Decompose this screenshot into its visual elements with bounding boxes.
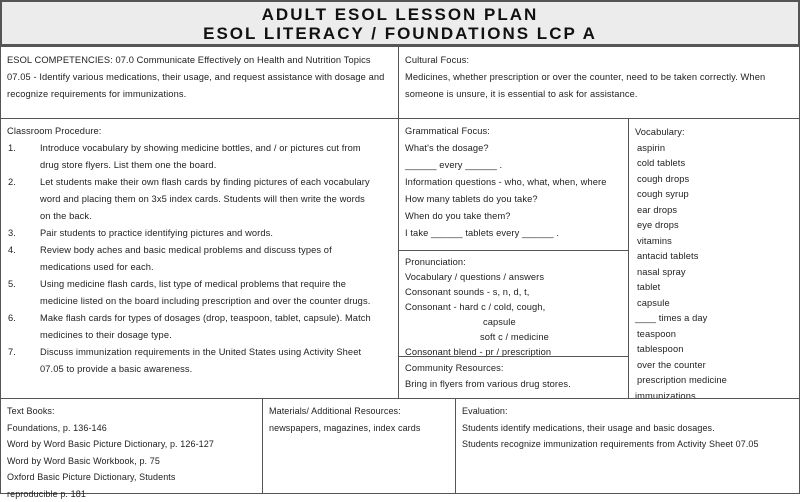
procedure-step: 3. Pair students to practice identifying pictures and words. [8, 228, 274, 238]
pronunciation-label: Pronunciation: [405, 257, 466, 267]
procedure-step: 5. Using medicine flash cards, list type of medical problems that require the medicine listed on the board including prescription and over the counter drugs. [8, 279, 371, 306]
vocabulary-item: vitamins [637, 235, 672, 246]
pronunciation-line: Vocabulary / questions / answers [405, 272, 545, 282]
community-label: Community Resources: [405, 363, 504, 373]
title-line-2: ESOL LITERACY / FOUNDATIONS LCP A [203, 24, 597, 43]
textbook-item: Word by Word Basic Workbook, p. 75 [7, 455, 160, 466]
procedure-steps [7, 140, 392, 378]
textbook-item: Foundations, p. 136-146 [7, 422, 107, 433]
competency-main: ESOL COMPETENCIES: 07.0 Communicate Effectively on Health and Nutrition Topics [7, 55, 371, 65]
cultural-focus-text: Medicines, whether prescription or over the counter, need to be taken correctly. When someone is unsure, it is essential to ask for assistance. [405, 72, 766, 99]
grammatical-focus-cell [398, 118, 629, 251]
vocabulary-item: prescription medicine [637, 375, 727, 385]
vocabulary-item: over the counter [637, 359, 706, 370]
document-header [0, 0, 800, 46]
pronunciation-cell [398, 250, 629, 357]
competencies-cell [0, 46, 399, 119]
grammar-line: How many tablets do you take? [405, 194, 538, 204]
vocabulary-item: ear drops [637, 204, 678, 215]
procedure-step: 4. Review body aches and basic medical problems and discuss types of medications used for each. [8, 245, 332, 272]
procedure-step: 2. Let students make their own flash cards by finding pictures of each vocabulary word and placing them on 3x5 index cards. Students will then write the words on the back. [8, 177, 370, 221]
cultural-focus-cell [398, 46, 800, 119]
grammar-label: Grammatical Focus: [405, 126, 490, 136]
title-line-1: ADULT ESOL LESSON PLAN [261, 5, 539, 24]
procedure-label: Classroom Procedure: [7, 126, 102, 136]
materials-cell [262, 398, 456, 494]
vocabulary-item: immunizations [635, 390, 696, 401]
vocabulary-item: eye drops [637, 220, 679, 230]
pronunciation-line: Consonant - hard c / cold, cough, [405, 302, 546, 312]
grammar-line: When do you take them? [405, 211, 511, 221]
vocabulary-label: Vocabulary: [635, 127, 685, 137]
grammar-line: Information questions - who, what, when, where [405, 177, 607, 187]
textbook-item: Word by Word Basic Picture Dictionary, p. 126-127 [7, 439, 214, 449]
materials-text: newspapers, magazines, index cards [269, 422, 421, 433]
vocabulary-item: tablespoon [637, 344, 684, 354]
pronunciation-line: Consonant sounds - s, n, d, t, [405, 287, 530, 297]
grammar-line: I take ______ tablets every ______ . [405, 228, 560, 238]
procedure-cell [0, 118, 399, 399]
vocabulary-item: ____ times a day [635, 313, 708, 323]
vocabulary-item: cough drops [637, 173, 690, 184]
vocabulary-item: nasal spray [637, 266, 686, 277]
vocabulary-item: teaspoon [637, 328, 677, 339]
materials-label: Materials/ Additional Resources: [269, 406, 401, 416]
community-text: Bring in flyers from various drug stores. [405, 379, 571, 389]
evaluation-label: Evaluation: [462, 406, 508, 416]
evaluation-line: Students recognize immunization requirements from Activity Sheet 07.05 [462, 439, 759, 449]
community-resources-cell [398, 356, 629, 399]
pronunciation-line: Consonant blend - pr / prescription [405, 347, 552, 357]
vocabulary-item: capsule [637, 297, 670, 308]
vocabulary-item: tablet [637, 282, 661, 292]
vocabulary-item: aspirin [637, 142, 666, 153]
procedure-step: 1. Introduce vocabulary by showing medicine bottles, and / or pictures cut from drug store flyers. List them one the board. [8, 143, 361, 170]
procedure-step: 7. Discuss immunization requirements in the United States using Activity Sheet 07.05 to provide a basic awareness. [8, 347, 362, 374]
cultural-focus-label: Cultural Focus: [405, 55, 470, 65]
textbooks-cell [0, 398, 263, 499]
pronunciation-line: capsule [483, 317, 516, 327]
grammar-line: What's the dosage? [405, 143, 489, 153]
grammar-line: ______ every ______ . [405, 160, 503, 170]
vocabulary-cell [628, 118, 800, 399]
procedure-step: 6. Make flash cards for types of dosages (drop, teaspoon, tablet, capsule). Match medicines to their dosage type. [8, 313, 371, 340]
vocabulary-item: cough syrup [637, 189, 689, 199]
textbook-item: Oxford Basic Picture Dictionary, Students reproducible p. 181 [7, 472, 176, 499]
pronunciation-line: soft c / medicine [480, 332, 549, 342]
vocabulary-item: cold tablets [637, 158, 686, 168]
vocabulary-item: antacid tablets [637, 251, 699, 261]
competency-sub: 07.05 - Identify various medications, their usage, and request assistance with dosage and recognize requirements for immunizations. [7, 72, 385, 99]
evaluation-line: Students identify medications, their usage and basic dosages. [462, 422, 715, 433]
evaluation-cell [455, 398, 800, 494]
textbooks-label: Text Books: [7, 406, 55, 416]
